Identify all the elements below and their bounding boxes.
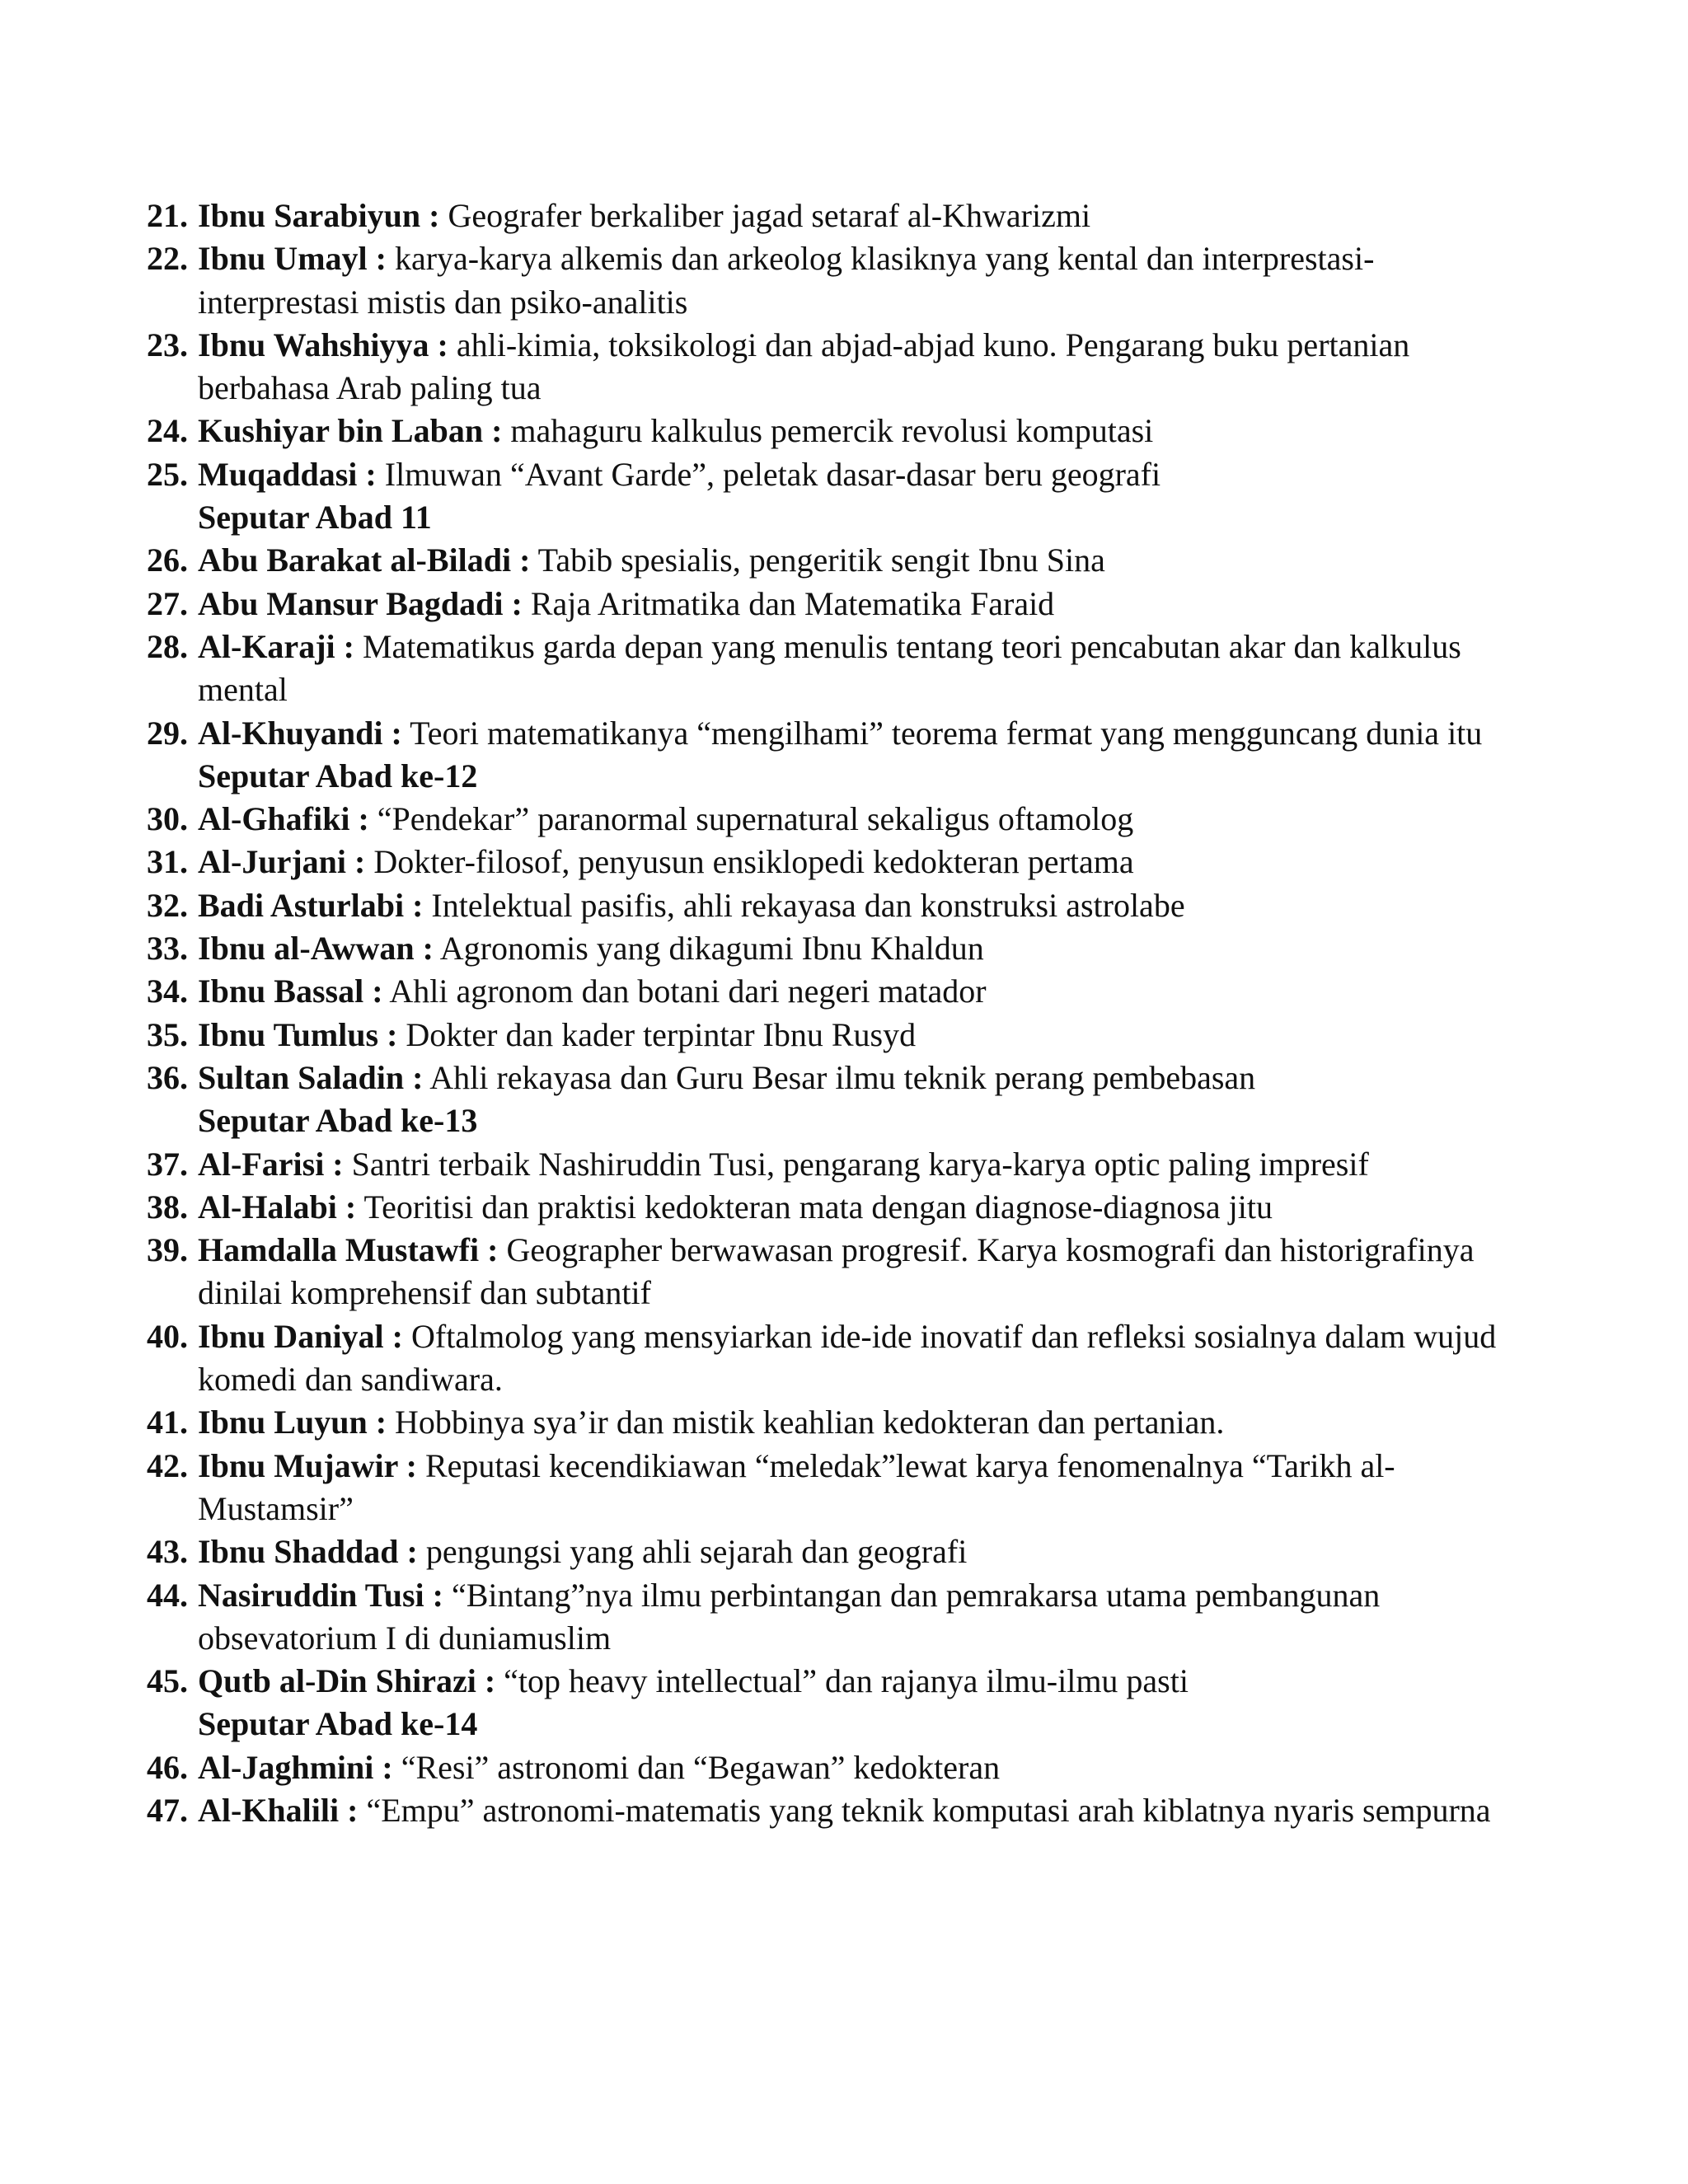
list-item (147, 1445, 1498, 1531)
item-number: 27. (147, 584, 188, 622)
list-item (147, 1143, 1498, 1186)
item-number: 38. (147, 1188, 188, 1226)
list-item (147, 1014, 1498, 1057)
scholar-name: Ibnu Luyun : (198, 1404, 387, 1441)
scholar-description: Reputasi kecendikiawan “meledak”lewat karya fenomenalnya “Tarikh al-Mustamsir” (198, 1446, 1395, 1527)
scholar-name: Al-Karaji : (198, 627, 354, 665)
list-item (147, 539, 1498, 582)
scholar-name: Abu Mansur Bagdadi : (198, 584, 523, 622)
scholar-name: Al-Ghafiki : (198, 800, 369, 838)
item-number: 44. (147, 1576, 188, 1614)
scholar-description: “Bintang”nya ilmu perbintangan dan pemrakarsa utama pembangunan obsevatorium I di duniamuslim (198, 1576, 1381, 1657)
scholar-name: Ibnu Daniyal : (198, 1317, 403, 1355)
scholar-name: Hamdalla Mustawfi : (198, 1231, 499, 1269)
item-number: 36. (147, 1058, 188, 1096)
list-item (147, 324, 1498, 410)
list-item (147, 712, 1498, 755)
scholar-name: Ibnu Bassal : (198, 972, 383, 1010)
item-number: 25. (147, 455, 188, 493)
scholar-name: Al-Halabi : (198, 1188, 357, 1226)
list-item (147, 583, 1498, 626)
scholar-name: Nasiruddin Tusi : (198, 1576, 443, 1614)
scholar-description: Tabib spesialis, pengeritik sengit Ibnu Sina (530, 541, 1105, 579)
list-item (147, 1315, 1498, 1402)
scholar-name: Ibnu Tumlus : (198, 1015, 398, 1053)
list-item (147, 1530, 1498, 1573)
scholar-name: Qutb al-Din Shirazi : (198, 1662, 496, 1700)
scholar-name: Al-Jurjani : (198, 843, 366, 881)
scholar-list (147, 194, 1498, 1832)
scholar-description: Geografer berkaliber jagad setaraf al-Khwarizmi (439, 197, 1091, 234)
list-item (147, 1057, 1498, 1099)
scholar-description: “Empu” astronomi-matematis yang teknik komputasi arah kiblatnya nyaris sempurna (358, 1791, 1491, 1829)
list-item (147, 1186, 1498, 1229)
item-number: 30. (147, 800, 188, 838)
item-number: 41. (147, 1404, 188, 1441)
item-number: 29. (147, 714, 188, 752)
item-number: 46. (147, 1748, 188, 1786)
scholar-description: karya-karya alkemis dan arkeolog klasiknya yang kental dan interprestasi-interprestasi mistis dan psiko-analitis (198, 240, 1375, 321)
century-heading: Seputar Abad ke-14 (198, 1705, 478, 1743)
scholar-name: Ibnu Sarabiyun : (198, 197, 440, 234)
list-item (147, 798, 1498, 841)
item-number: 37. (147, 1145, 188, 1183)
item-number: 21. (147, 197, 188, 234)
item-number: 28. (147, 627, 188, 665)
scholar-name: Al-Khuyandi : (198, 714, 402, 752)
list-item (147, 453, 1498, 496)
scholar-description: “top heavy intellectual” dan rajanya ilmu-ilmu pasti (495, 1662, 1189, 1700)
list-item (147, 1574, 1498, 1661)
list-item (147, 626, 1498, 712)
scholar-description: Ilmuwan “Avant Garde”, peletak dasar-dasar beru geografi (376, 455, 1161, 493)
list-item (147, 970, 1498, 1013)
scholar-name: Abu Barakat al-Biladi : (198, 541, 531, 579)
list-item (147, 884, 1498, 927)
scholar-description: Raja Aritmatika dan Matematika Faraid (522, 584, 1055, 622)
scholar-description: ahli-kimia, toksikologi dan abjad-abjad kuno. Pengarang buku pertanian berbahasa Arab paling tua (198, 326, 1410, 407)
scholar-name: Muqaddasi : (198, 455, 377, 493)
scholar-name: Al-Farisi : (198, 1145, 344, 1183)
scholar-description: Agronomis yang dikagumi Ibnu Khaldun (434, 930, 984, 968)
scholar-description: Hobbinya sya’ir dan mistik keahlian kedokteran dan pertanian. (387, 1404, 1225, 1441)
scholar-name: Badi Asturlabi : (198, 886, 424, 924)
scholar-description: Dokter dan kader terpintar Ibnu Rusyd (397, 1015, 917, 1053)
item-number: 22. (147, 240, 188, 278)
century-heading: Seputar Abad 11 (198, 499, 432, 537)
scholar-name: Sultan Saladin : (198, 1058, 424, 1096)
scholar-description: Dokter-filosof, penyusun ensiklopedi kedokteran pertama (365, 843, 1134, 881)
list-item (147, 237, 1498, 324)
list-item (147, 1746, 1498, 1789)
item-number: 39. (147, 1231, 188, 1269)
scholar-description: Oftalmolog yang mensyiarkan ide-ide inovatif dan refleksi sosialnya dalam wujud komedi dan sandiwara. (198, 1317, 1497, 1399)
list-item (147, 1229, 1498, 1315)
scholar-description: Geographer berwawasan progresif. Karya kosmografi dan historigrafinya dinilai komprehensif dan subtantif (198, 1231, 1475, 1312)
item-number: 23. (147, 326, 188, 363)
scholar-name: Kushiyar bin Laban : (198, 412, 503, 450)
item-number: 33. (147, 930, 188, 968)
scholar-name: Ibnu al-Awwan : (198, 930, 434, 968)
scholar-description: pengungsi yang ahli sejarah dan geografi (417, 1533, 968, 1571)
scholar-description: Intelektual pasifis, ahli rekayasa dan konstruksi astrolabe (423, 886, 1185, 924)
item-number: 42. (147, 1446, 188, 1484)
scholar-description: Santri terbaik Nashiruddin Tusi, pengarang karya-karya optic paling impresif (343, 1145, 1369, 1183)
item-number: 35. (147, 1015, 188, 1053)
scholar-description: “Resi” astronomi dan “Begawan” kedokteran (392, 1748, 1001, 1786)
list-item (147, 1401, 1498, 1444)
scholar-name: Ibnu Wahshiyya : (198, 326, 448, 363)
scholar-description: Ahli agronom dan botani dari negeri matador (382, 972, 987, 1010)
item-number: 40. (147, 1317, 188, 1355)
scholar-name: Ibnu Mujawir : (198, 1446, 417, 1484)
scholar-description: Ahli rekayasa dan Guru Besar ilmu teknik perang pembebasan (423, 1058, 1256, 1096)
list-item (147, 841, 1498, 883)
item-number: 24. (147, 412, 188, 450)
item-number: 43. (147, 1533, 188, 1571)
list-item (147, 927, 1498, 970)
item-number: 31. (147, 843, 188, 881)
list-item (147, 194, 1498, 237)
scholar-name: Ibnu Shaddad : (198, 1533, 418, 1571)
item-number: 34. (147, 972, 188, 1010)
item-number: 45. (147, 1662, 188, 1700)
scholar-name: Al-Jaghmini : (198, 1748, 393, 1786)
scholar-description: Teori matematikanya “mengilhami” teorema fermat yang mengguncang dunia itu (401, 714, 1483, 752)
list-item (147, 1660, 1498, 1703)
item-number: 47. (147, 1791, 188, 1829)
century-heading: Seputar Abad ke-13 (198, 1102, 478, 1140)
scholar-name: Al-Khalili : (198, 1791, 359, 1829)
scholar-description: “Pendekar” paranormal supernatural sekaligus oftamolog (368, 800, 1134, 838)
list-item (147, 1789, 1498, 1832)
century-heading: Seputar Abad ke-12 (198, 757, 478, 794)
scholar-description: Teoritisi dan praktisi kedokteran mata dengan diagnose-diagnosa jitu (356, 1188, 1273, 1226)
scholar-description: Matematikus garda depan yang menulis tentang teori pencabutan akar dan kalkulus mental (198, 627, 1461, 709)
scholar-name: Ibnu Umayl : (198, 240, 387, 278)
item-number: 26. (147, 541, 188, 579)
scholar-description: mahaguru kalkulus pemercik revolusi komputasi (502, 412, 1154, 450)
list-item (147, 410, 1498, 452)
item-number: 32. (147, 886, 188, 924)
